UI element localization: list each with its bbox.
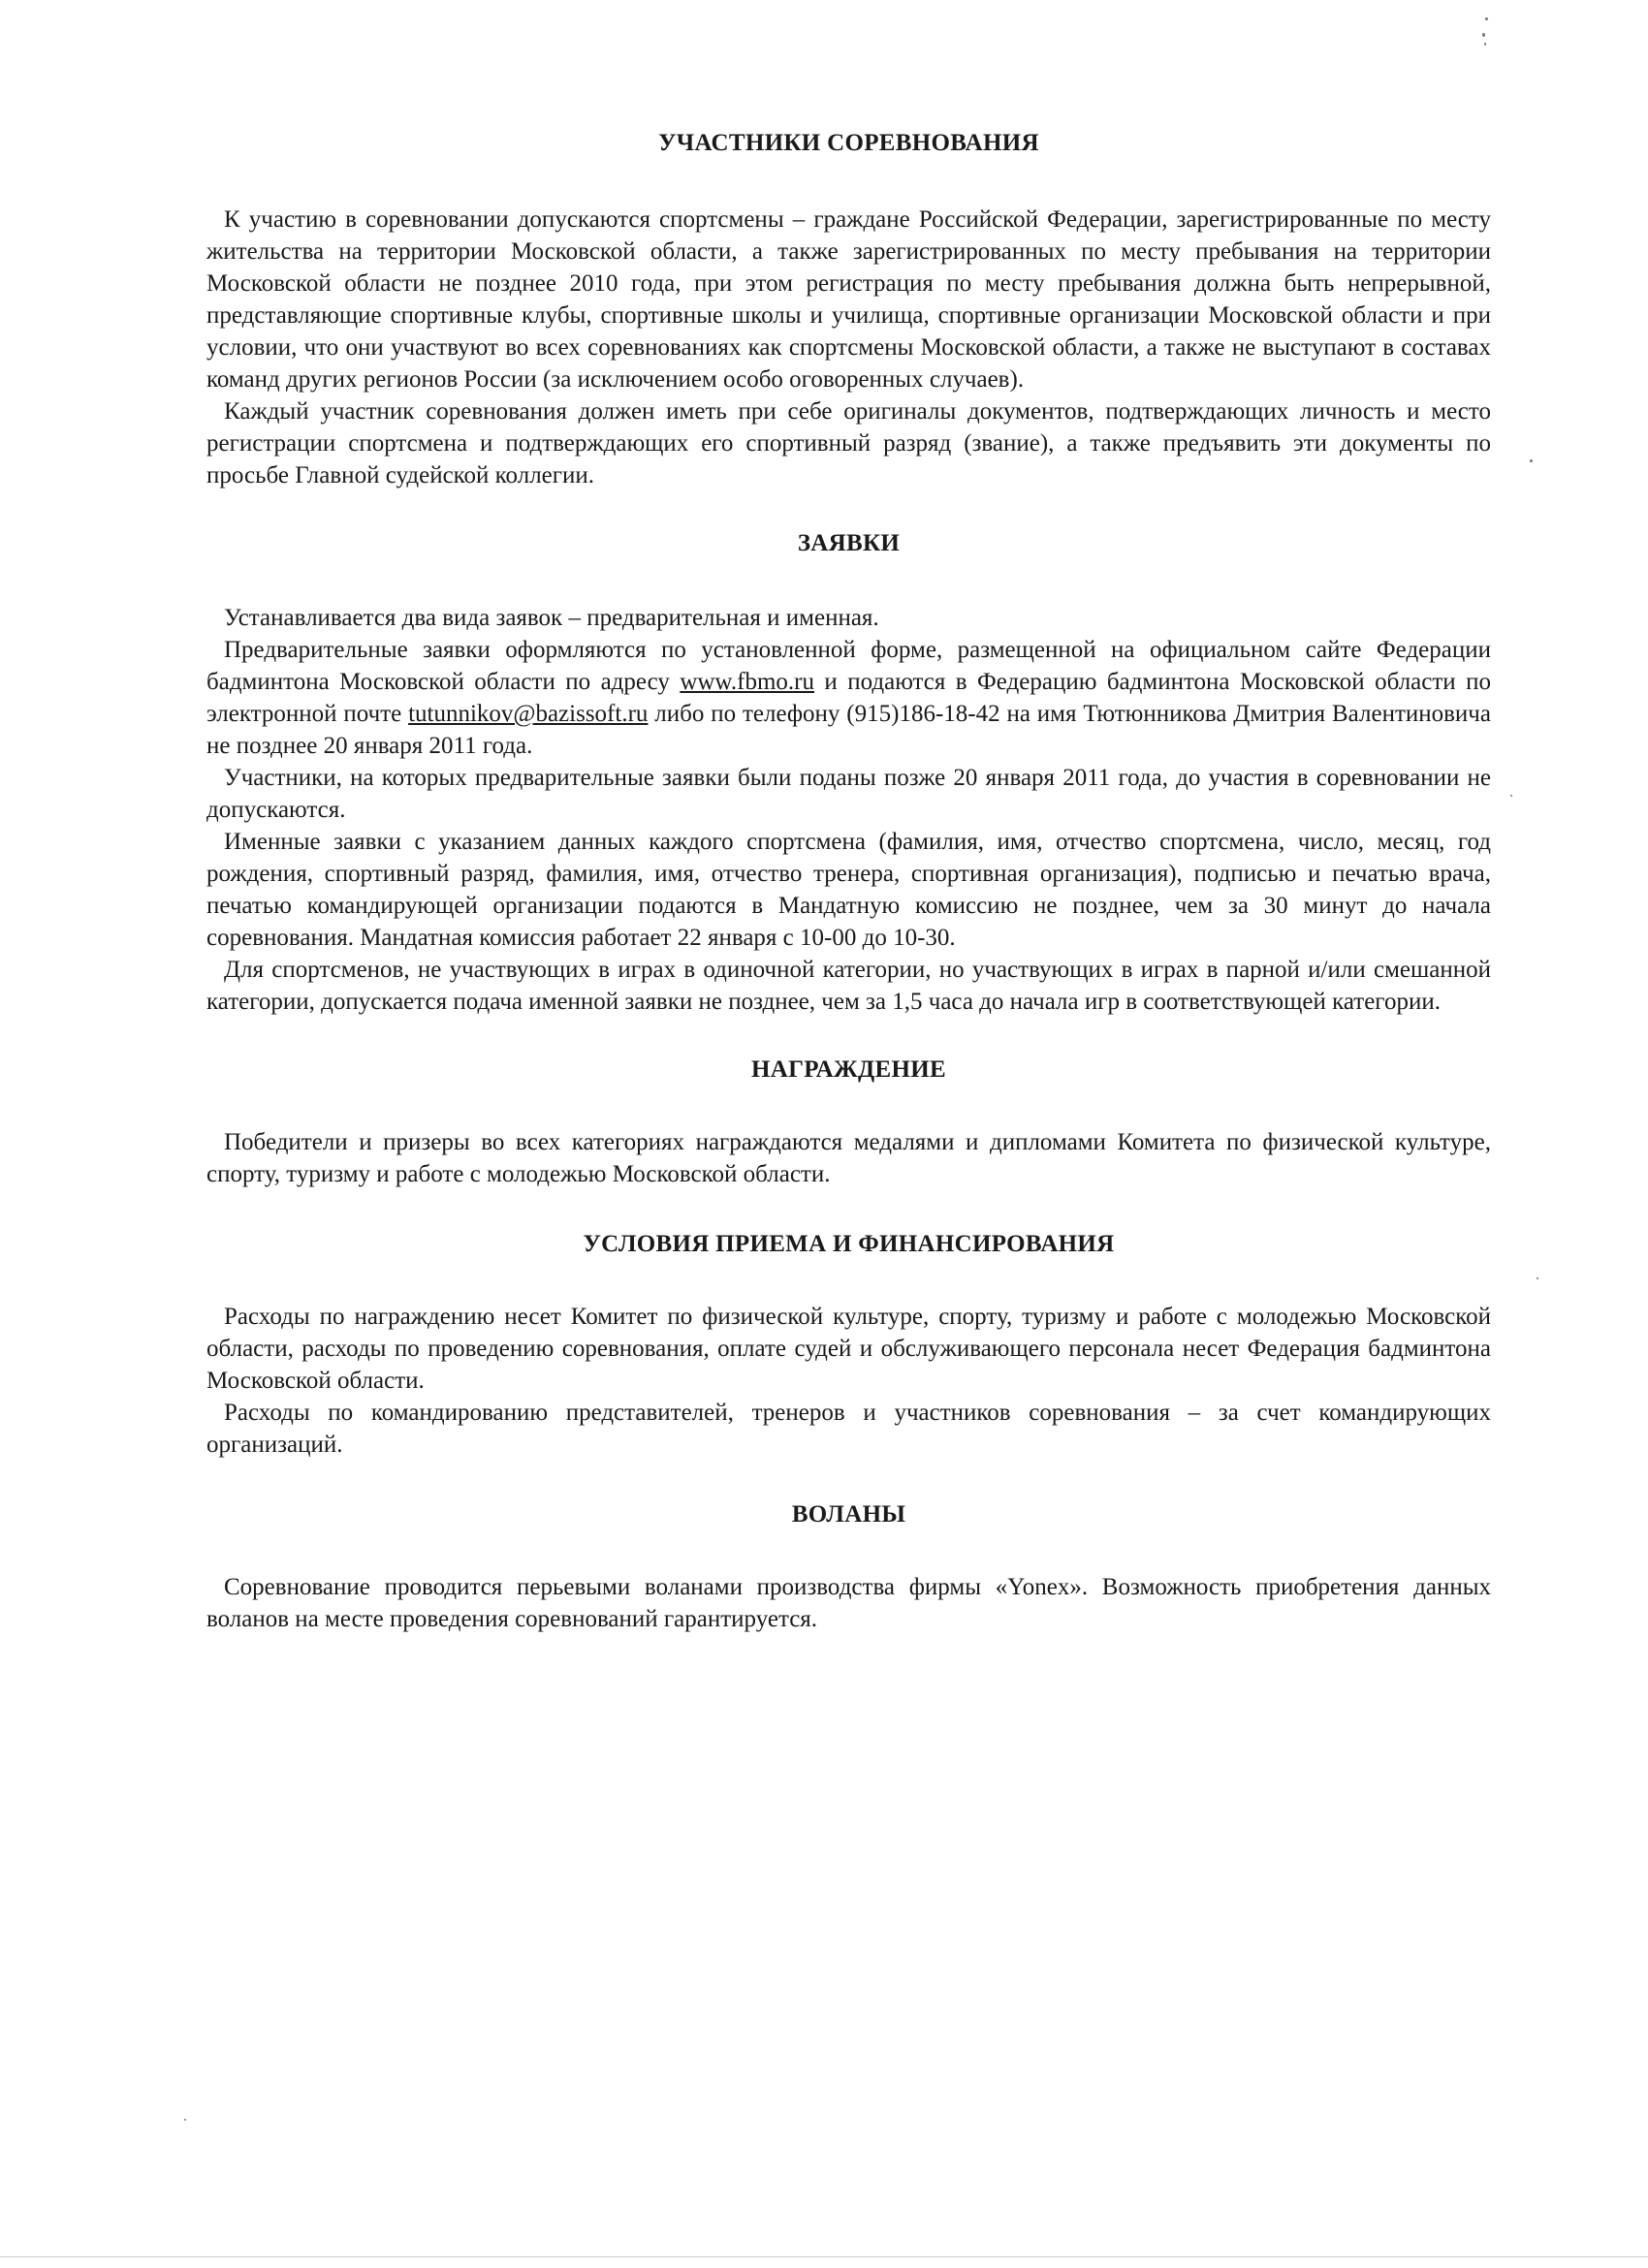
paragraph-text: Предварительные заявки оформляются по установленной форме, размещенной на официальном сайте Федерации бадминтона Московской области по адресу xyxy=(206,637,1491,695)
section-title-awards: НАГРАЖДЕНИЕ xyxy=(751,1056,946,1083)
section-shuttles xyxy=(206,1499,1491,1635)
section-title-shuttles: ВОЛАНЫ xyxy=(791,1501,906,1528)
scan-speck xyxy=(1530,459,1533,462)
paragraph: Победители и призеры во всех категориях награждаются медалями и дипломами Комитета по физической культуре, спорту, туризму и работе с молодежью Московской области. xyxy=(206,1129,1491,1187)
paragraph: Расходы по награждению несет Комитет по физической культуре, спорту, туризму и работе с молодежью Московской области, расходы по проведению соревнования, оплате судей и обслуживающего персонала несет Федерация бадминтона Московской области. xyxy=(206,1304,1491,1394)
paragraph: Участники, на которых предварительные заявки были поданы позже 20 января 2011 года, до участия в соревновании не допускаются. xyxy=(206,765,1491,823)
section-applications xyxy=(206,528,1491,1018)
scan-speck xyxy=(1482,33,1485,37)
scan-speck xyxy=(1485,17,1488,20)
scan-speck xyxy=(1537,1277,1538,1279)
section-participants xyxy=(206,128,1491,491)
paragraph: К участию в соревновании допускаются спортсмены – граждане Российской Федерации, зарегистрированные по месту жительства на территории Московской области, а также зарегистрированных по месту пребывания на территории Московской области не позднее 2010 года, при этом регистрация по месту пребывания должна быть непрерывной, представляющие спортивные клубы, спортивные школы и училища, спортивные организации Московской области и при условии, что они участвуют во всех соревнованиях как спортсмены Московской области, а также не выступают в составах команд других регионов России (за исключением особо оговоренных случаев). xyxy=(206,206,1491,393)
paragraph-with-links xyxy=(206,634,1491,762)
website-link[interactable]: www.fbmo.ru xyxy=(680,669,814,695)
paragraph: Расходы по командированию представителей, тренеров и участников соревнования – за счет командирующих организаций. xyxy=(206,1400,1491,1458)
paragraph-text: и подаются в Федерацию бадминтона Московской области по электронной почте xyxy=(206,669,1491,727)
paragraph: Каждый участник соревнования должен иметь при себе оригиналы документов, подтверждающих личность и место регистрации спортсмена и подтверждающих его спортивный разряд (звание), а также предъявить эти документы по просьбе Главной судейской коллегии. xyxy=(206,398,1491,488)
scan-speck xyxy=(1484,43,1486,46)
scan-edge-line xyxy=(0,2256,1648,2257)
paragraph-text: либо по телефону (915)186-18-42 на имя Тютюнникова Дмитрия Валентиновича не позднее 20 января 2011 года. xyxy=(206,701,1491,759)
paragraph: Устанавливается два вида заявок – предварительная и именная. xyxy=(224,605,879,631)
paragraph: Соревнование проводится перьевыми воланами производства фирмы «Yonex». Возможность приобретения данных воланов на месте проведения соревнований гарантируется. xyxy=(206,1574,1491,1632)
section-conditions xyxy=(206,1229,1491,1461)
scan-speck xyxy=(184,2119,186,2121)
scan-speck xyxy=(1510,795,1512,797)
section-title-conditions: УСЛОВИЯ ПРИЕМА И ФИНАНСИРОВАНИЯ xyxy=(583,1231,1115,1257)
paragraph: Именные заявки с указанием данных каждого спортсмена (фамилия, имя, отчество спортсмена, число, месяц, год рождения, спортивный разряд, фамилия, имя, отчество тренера, спортивная организация), подписью и печатью врача, печатью командирующей организации подаются в Мандатную комиссию не позднее, чем за 30 минут до начала соревнования. Мандатная комиссия работает 22 января с 10-00 до 10-30. xyxy=(206,829,1491,951)
paragraph: Для спортсменов, не участвующих в играх в одиночной категории, но участвующих в играх в парной и/или смешанной категории, допускается подача именной заявки не позднее, чем за 1,5 часа до начала игр в соответствующей категории. xyxy=(206,957,1491,1015)
section-title-participants: УЧАСТНИКИ СОРЕВНОВАНИЯ xyxy=(658,130,1039,156)
section-awards xyxy=(206,1055,1491,1190)
section-title-applications: ЗАЯВКИ xyxy=(797,530,901,556)
document-body xyxy=(206,128,1491,1635)
email-link[interactable]: tutunnikov@bazissoft.ru xyxy=(408,701,649,727)
